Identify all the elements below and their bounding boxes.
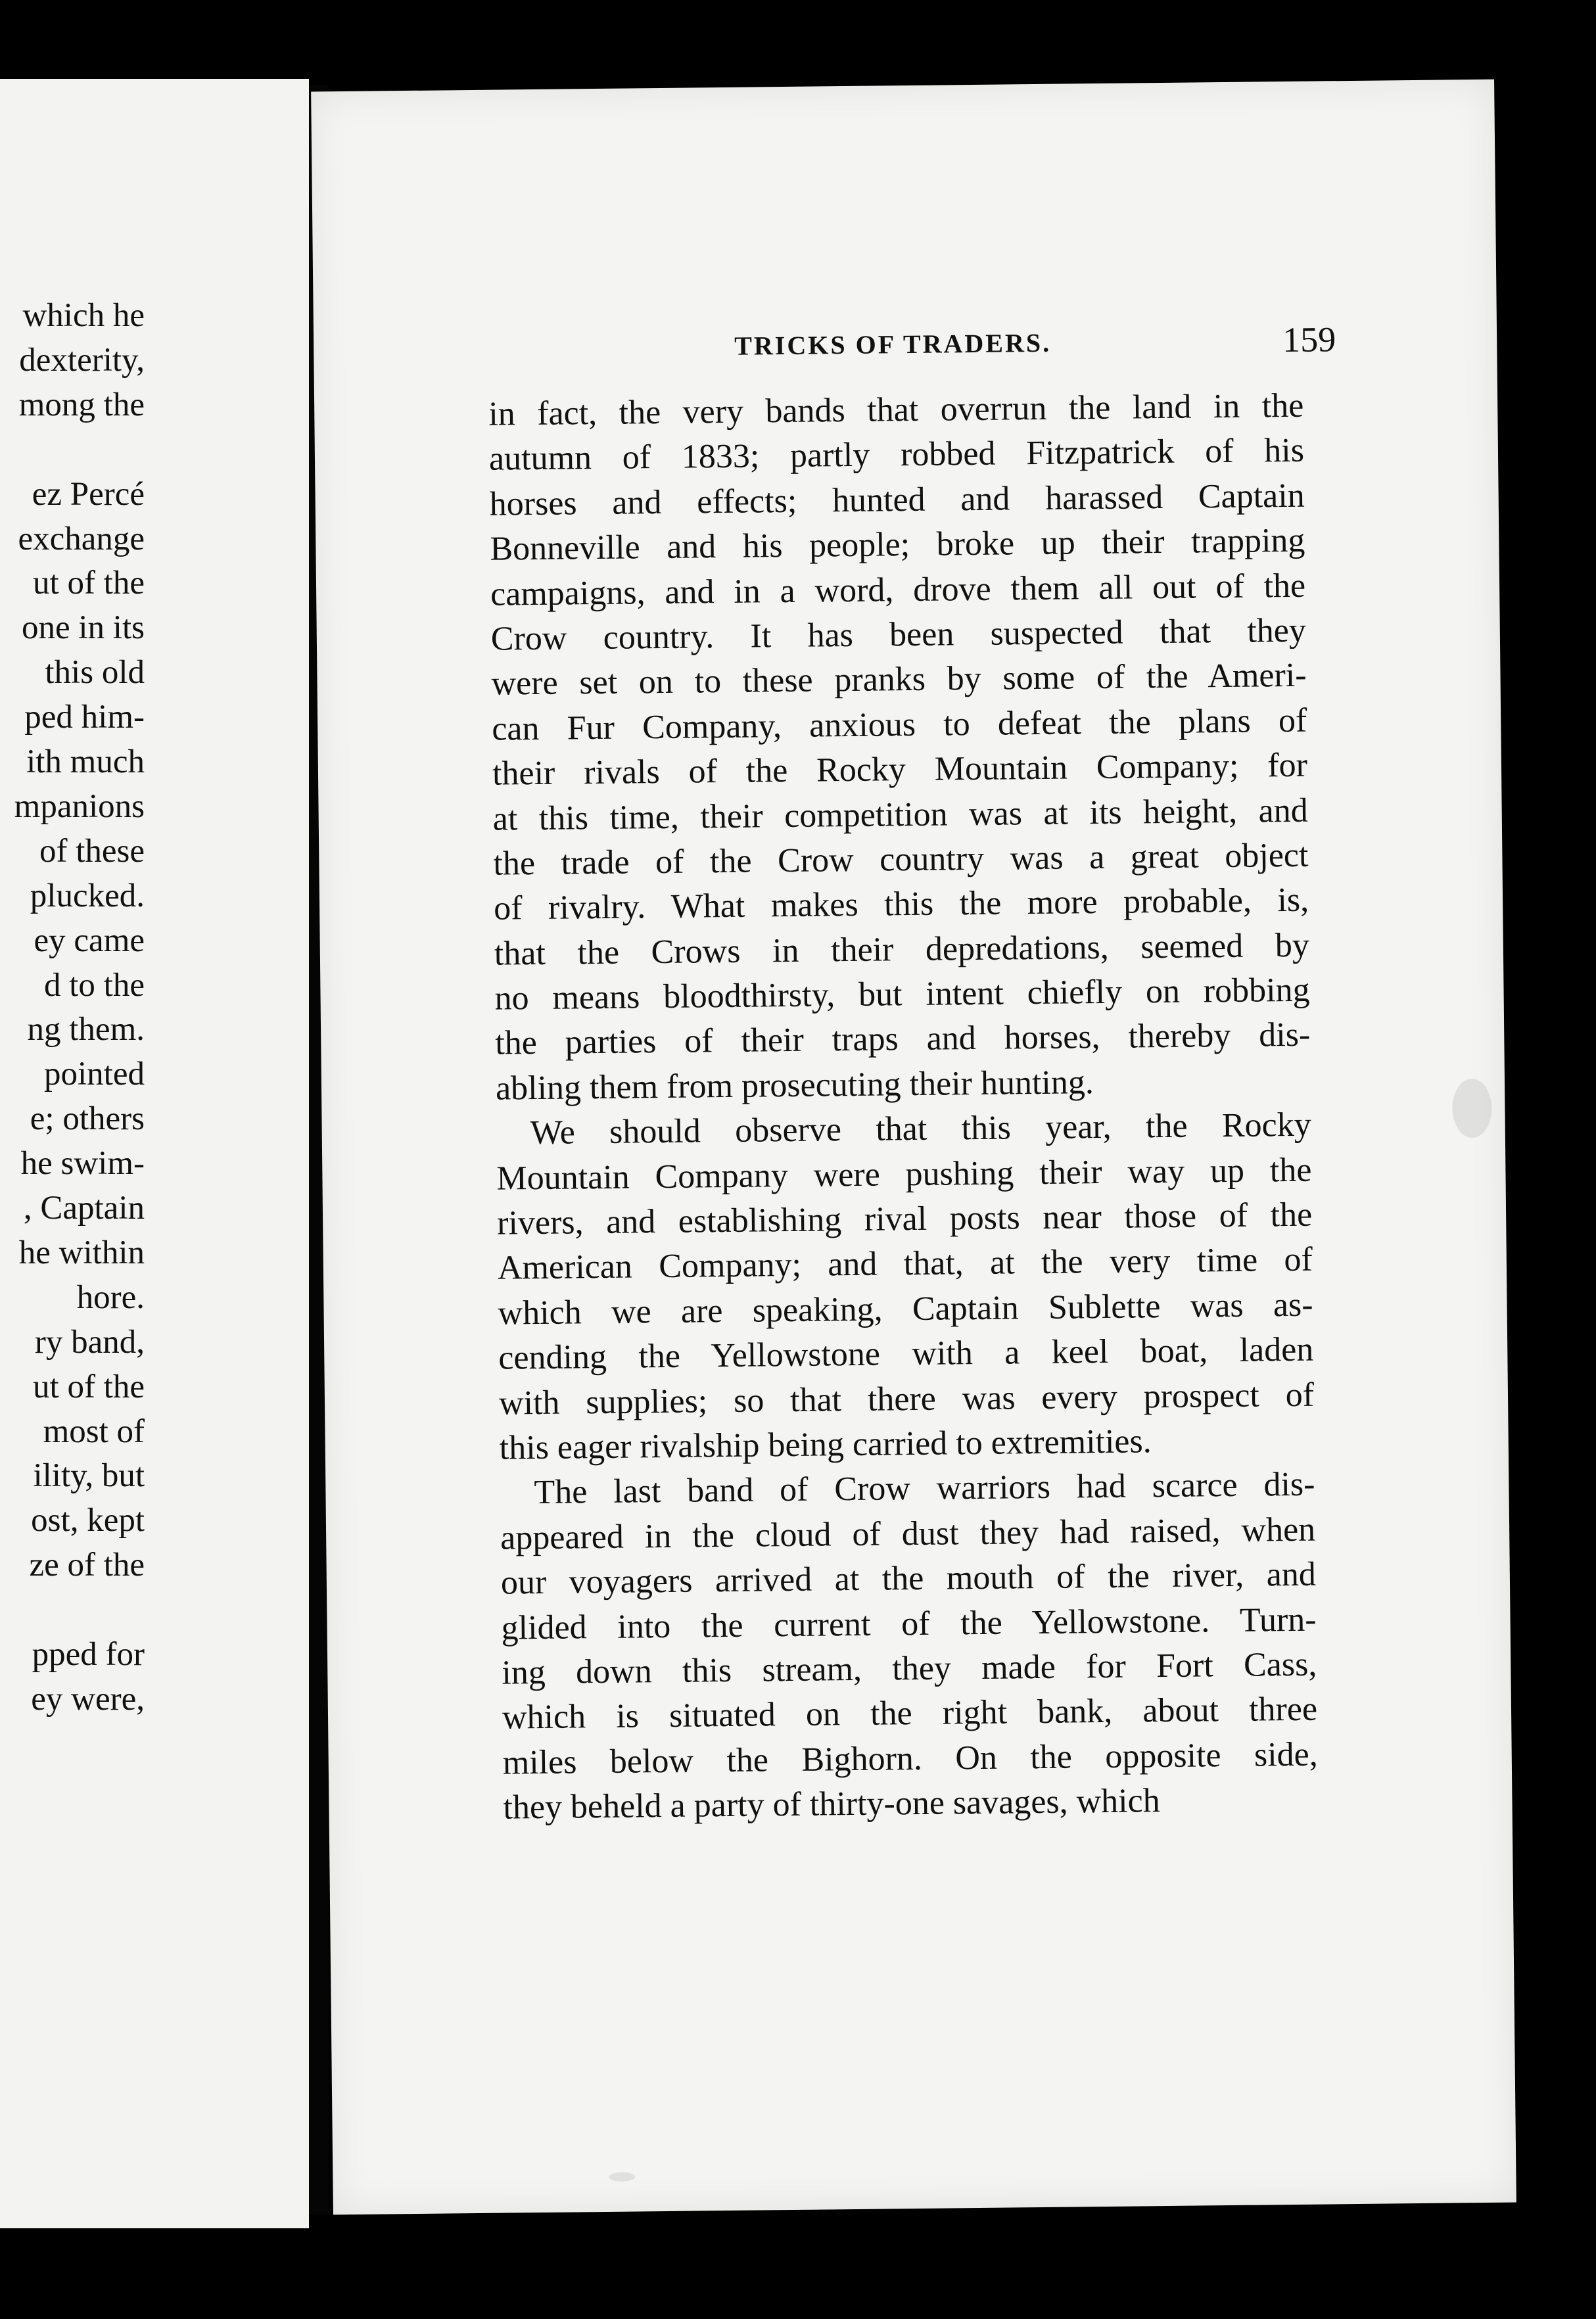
left-page-line-fragment: he within [18, 1234, 145, 1271]
text-line: no means bloodthirsty, but intent chiefly on robbing [494, 971, 1310, 1018]
left-page-line-fragment: one in its [22, 609, 145, 647]
left-page-line-fragment: e; others [30, 1100, 145, 1138]
left-page-line-fragment: ped him- [24, 699, 145, 736]
left-page-line-fragment: ut of the [33, 1368, 145, 1405]
text-line: they beheld a party of thirty-one savages, which [503, 1782, 1160, 1827]
text-line: Mountain Company were pushing their way up the [496, 1151, 1312, 1198]
left-page-line-fragment: ze of the [29, 1547, 145, 1584]
left-page-line-fragment: , Captain [23, 1190, 145, 1227]
left-page-line-fragment: exchange [18, 520, 145, 557]
left-page-line-fragment: this old [45, 654, 145, 691]
text-line: Crow country. It has been suspected that they [490, 611, 1307, 658]
left-page-line-fragment: d to the [44, 966, 145, 1004]
text-line: of rivalry. What makes this the more probable, is, [493, 881, 1309, 927]
right-page [311, 80, 1516, 2215]
text-line: our voyagers arrived at the mouth of the river, and [500, 1555, 1317, 1602]
left-page-line-fragment: mpanions [14, 787, 145, 825]
text-line: glided into the current of the Yellowstone. Turn- [501, 1601, 1317, 1647]
left-page-line-fragment: ey came [34, 922, 145, 959]
left-page-line-fragment: pointed [44, 1056, 145, 1093]
text-line: horses and effects; hunted and harassed Captain [489, 477, 1305, 523]
left-page-line-fragment: dexterity, [19, 341, 145, 379]
left-facing-page [0, 79, 309, 2228]
paragraph [488, 384, 1311, 1112]
text-line: the trade of the Crow country was a great object [493, 836, 1309, 883]
text-line: The last band of Crow warriors had scarce dis- [534, 1466, 1315, 1512]
text-line: the parties of their traps and horses, thereby dis- [495, 1016, 1311, 1063]
running-head: TRICKS OF TRADERS. [734, 327, 1052, 361]
left-page-line-fragment: plucked. [30, 877, 145, 914]
left-page-line-fragment: ng them. [27, 1011, 145, 1048]
left-page-line-fragment: most of [43, 1413, 145, 1450]
page-number: 159 [1282, 319, 1336, 360]
text-line: with supplies; so that there was every prospect of [498, 1376, 1315, 1422]
text-line: rivers, and establishing rival posts near those of the [496, 1196, 1313, 1242]
text-line: cending the Yellowstone with a keel boat, laden [498, 1330, 1314, 1377]
text-line: this eager rivalship being carried to extremities. [499, 1422, 1152, 1467]
text-line: appeared in the cloud of dust they had raised, when [500, 1511, 1316, 1557]
text-line: which is situated on the right bank, about three [502, 1690, 1318, 1737]
text-line: American Company; and that, at the very time of [497, 1241, 1313, 1288]
left-page-line-fragment: pped for [32, 1636, 145, 1673]
text-line: campaigns, and in a word, drove them all out of the [490, 567, 1306, 613]
left-page-line-fragment: hore. [76, 1278, 145, 1316]
left-page-line-fragment: mong the [18, 386, 145, 423]
text-line: We should observe that this year, the Rocky [530, 1106, 1311, 1152]
text-line: that the Crows in their depredations, seemed by [494, 926, 1310, 973]
text-line: which we are speaking, Captain Sublette was as- [498, 1286, 1313, 1332]
left-page-line-fragment: ith much [26, 743, 145, 780]
left-page-line-fragment: he swim- [20, 1145, 145, 1183]
text-line: abling them from prosecuting their hunting. [495, 1063, 1094, 1108]
body-text [488, 384, 1319, 1831]
left-page-line-fragment: ility, but [33, 1457, 145, 1495]
left-page-line-fragment: ry band, [34, 1323, 145, 1361]
left-page-line-fragment: ey were, [31, 1680, 145, 1718]
text-line: ing down this stream, they made for Fort Cass, [502, 1645, 1317, 1692]
left-page-line-fragment: which he [22, 297, 145, 334]
text-line: were set on to these pranks by some of the Ameri- [491, 657, 1307, 703]
text-line: can Fur Company, anxious to defeat the plans of [492, 701, 1307, 748]
left-page-line-fragment: of these [39, 832, 145, 870]
text-line: Bonneville and his people; broke up their trapping [490, 521, 1305, 568]
left-page-line-fragment: ost, kept [31, 1502, 145, 1539]
paragraph [500, 1463, 1319, 1831]
paragraph [496, 1103, 1315, 1471]
text-line: at this time, their competition was at its height, and [492, 791, 1308, 838]
text-line: autumn of 1833; partly robbed Fitzpatrick of his [488, 432, 1305, 479]
print-smudge [1452, 1079, 1492, 1138]
left-page-line-fragment: ez Percé [32, 475, 145, 513]
left-page-line-fragment: ut of the [33, 565, 145, 602]
print-smudge [609, 2172, 635, 2182]
text-line: in fact, the very bands that overrun the land in the [488, 386, 1304, 433]
text-line: miles below the Bighorn. On the opposite side, [502, 1735, 1319, 1782]
text-line: their rivals of the Rocky Mountain Company; for [492, 746, 1308, 793]
